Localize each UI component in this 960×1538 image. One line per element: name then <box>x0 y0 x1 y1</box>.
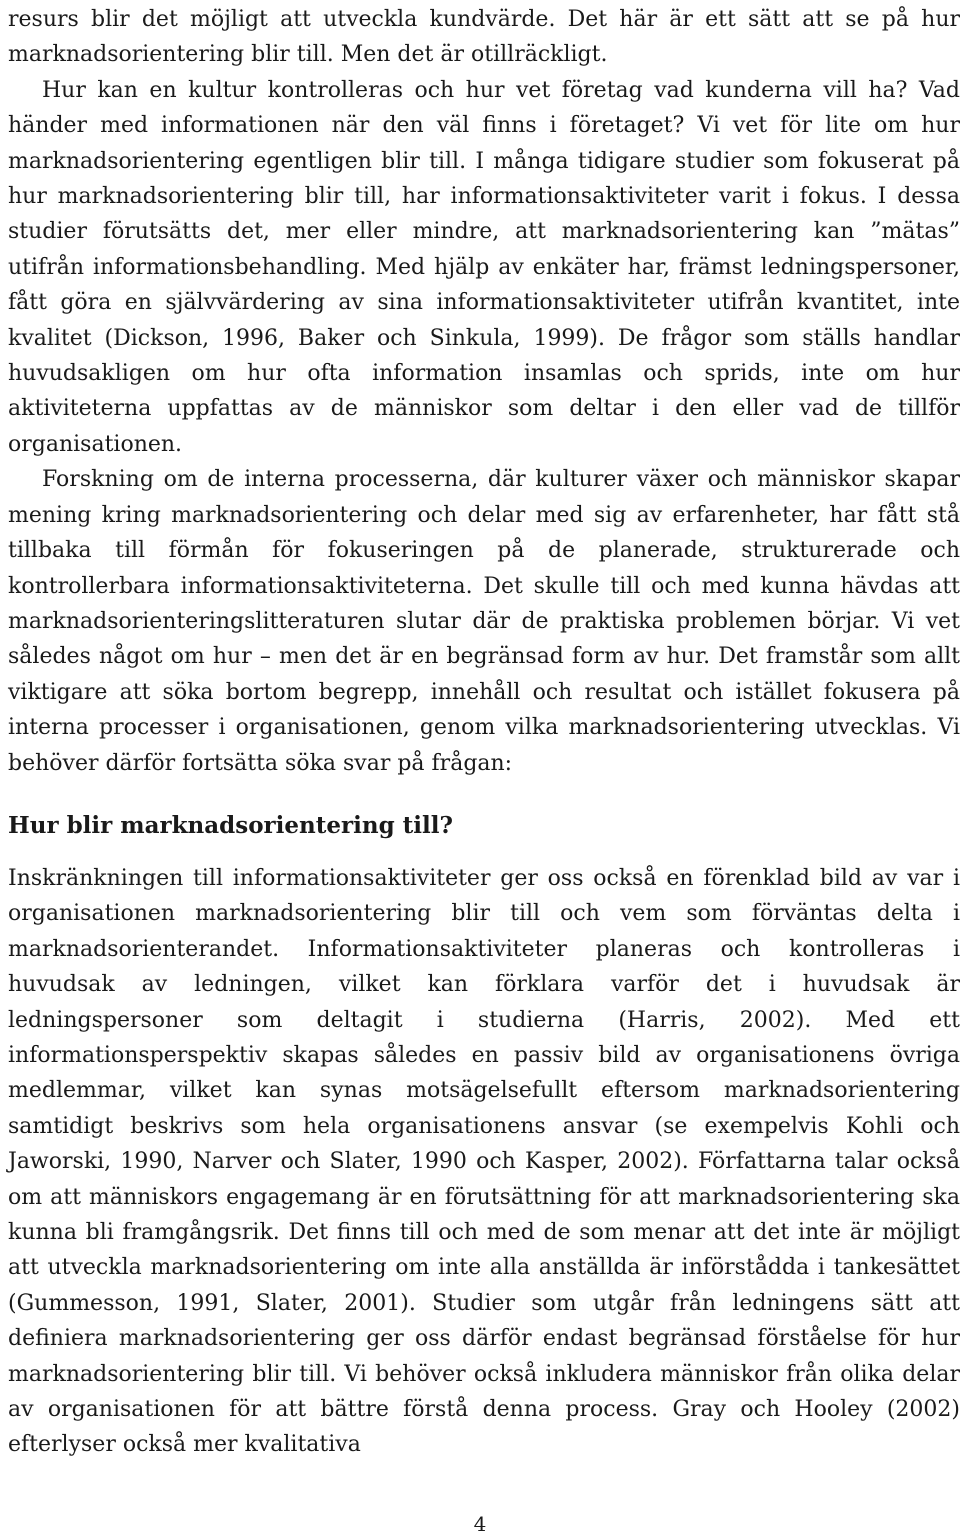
page-number: 4 <box>473 1512 487 1536</box>
paragraph: Forskning om de interna processerna, där kulturer växer och människor skapar mening kring marknadsorientering och delar med sig av erfarenheter, har fått stå tillbaka till förmån för fokuseringen på de planerade, strukturerade och kontrollerbara informationsaktiviteterna. Det skulle till och med kunna hävdas att marknadsorienteringslitteraturen slutar där de praktiska problemen börjar. Vi vet således något om hur – men det är en begränsad form av hur. Det framstår som allt viktigare att söka bortom begrepp, innehåll och resultat och istället fokusera på interna processer i organisationen, genom vilka marknadsorientering utvecklas. Vi behöver därför fortsätta söka svar på frågan: <box>8 467 960 776</box>
paragraph: resurs blir det möjligt att utveckla kundvärde. Det här är ett sätt att se på hur marknadsorientering blir till. Men det är otillräckligt. <box>8 7 960 68</box>
paragraph: Hur kan en kultur kontrolleras och hur vet företag vad kunderna vill ha? Vad händer med informationen när den väl finns i företaget? Vi vet för lite om hur marknadsorientering egentligen blir till. I många tidigare studier som fokuserat på hur marknadsorientering blir till, har informationsaktiviteter varit i fokus. I dessa studier förutsätts det, mer eller mindre, att marknadsorientering kan ”mätas” utifrån informationsbehandling. Med hjälp av enkäter har, främst ledningspersoner, fått göra en självvärdering av sina informationsaktiviteter utifrån kvantitet, inte kvalitet (Dickson, 1996, Baker och Sinkula, 1999). De frågor som ställs handlar huvudsakligen om hur ofta information insamlas och sprids, inte om hur aktiviteterna uppfattas av de människor som deltar i den eller vad de tillför organisationen. <box>8 77 960 457</box>
body-text <box>8 2 960 1463</box>
paragraph: Inskränkningen till informationsaktiviteter ger oss också en förenklad bild av var i organisationen marknadsorientering blir till och vem som förväntas delta i marknadsorienterandet. Informationsaktiviteter planeras och kontrolleras i huvudsak av ledningen, vilket kan förklara varför det i huvudsak är ledningspersoner som deltagit i studierna (Harris, 2002). Med ett informationsperspektiv skapas således en passiv bild av organisationens övriga medlemmar, vilket kan synas motsägelsefullt eftersom marknadsorientering samtidigt beskrivs som hela organisationens ansvar (se exempelvis Kohli och Jaworski, 1990, Narver och Slater, 1990 och Kasper, 2002). Författarna talar också om att människors engagemang är en förutsättning för att marknadsorientering ska kunna bli framgångsrik. Det finns till och med de som menar att det inte är möjligt att utveckla marknadsorientering om inte alla anställda är införstådda i tankesättet (Gummesson, 1991, Slater, 2001). Studier som utgår från ledningens sätt att definiera marknadsorientering ger oss därför endast begränsad förståelse för hur marknadsorientering blir till. Vi behöver också inkludera människor från olika delar av organisationen för att bättre förstå denna process. Gray och Hooley (2002) efterlyser också mer kvalitativa <box>8 865 960 1458</box>
section-heading: Hur blir marknadsorientering till? <box>8 811 453 839</box>
